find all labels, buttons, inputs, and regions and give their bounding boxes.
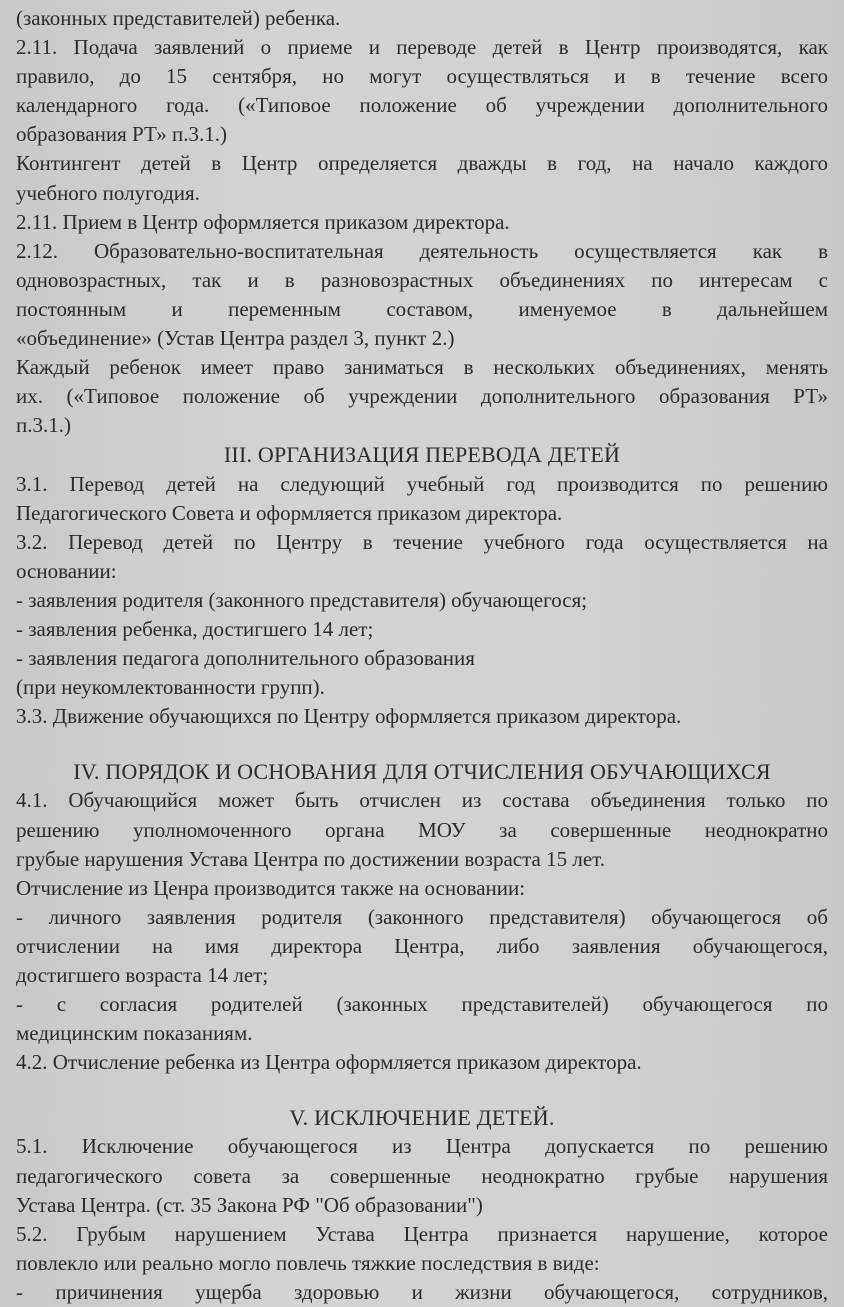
text-line: их. («Типовое положение об учреждении дополнительного образования РТ» (16, 384, 828, 409)
text-line: 5.1. Исключение обучающегося из Центра допускается по решению (16, 1134, 828, 1159)
text-line: 3.1. Перевод детей на следующий учебный год производится по решению (16, 471, 828, 496)
section-heading-3: III. ОРГАНИЗАЦИЯ ПЕРЕВОДА ДЕТЕЙ (223, 442, 621, 468)
text-block-intro (16, 4, 828, 440)
text-line: календарного года. («Типовое положение об учреждении дополнительного (16, 93, 828, 118)
text-line: педагогического совета за совершенные неоднократно грубые нарушения (16, 1163, 828, 1188)
text-line: учебного полугодия. (16, 180, 200, 205)
text-line: - личного заявления родителя (законного представителя) обучающегося об (16, 904, 828, 929)
section-heading-5: V. ИСКЛЮЧЕНИЕ ДЕТЕЙ. (289, 1105, 555, 1131)
text-line: 3.3. Движение обучающихся по Центру оформляется приказом директора. (16, 704, 682, 729)
text-line: решению уполномоченного органа МОУ за совершенные неоднократно (16, 817, 828, 842)
text-line: - заявления педагога дополнительного образования (16, 646, 475, 671)
text-line: 2.12. Образовательно-воспитательная деятельность осуществляется как в (16, 238, 828, 263)
text-line: «объединение» (Устав Центра раздел 3, пункт 2.) (16, 326, 455, 351)
text-line: одновозрастных, так и в разновозрастных объединениях по интересам с (16, 267, 828, 292)
text-line: п.3.1.) (16, 413, 71, 438)
text-line: - заявления ребенка, достигшего 14 лет; (16, 616, 374, 641)
text-line: правило, до 15 сентября, но могут осуществляться и в течение всего (16, 64, 828, 89)
text-line: (при неукомлектованности групп). (16, 675, 325, 700)
text-line: 2.11. Прием в Центр оформляется приказом директора. (16, 209, 510, 234)
text-line: 5.2. Грубым нарушением Устава Центра признается нарушение, которое (16, 1221, 828, 1246)
text-line: Каждый ребенок имеет право заниматься в нескольких объединениях, менять (16, 355, 828, 380)
text-line: - заявления родителя (законного представителя) обучающегося; (16, 587, 588, 612)
text-line: 2.11. Подача заявлений о приеме и переводе детей в Центр производятся, как (16, 35, 828, 60)
section-heading-4: IV. ПОРЯДОК И ОСНОВАНИЯ ДЛЯ ОТЧИСЛЕНИЯ ОБУЧАЮЩИХСЯ (73, 759, 771, 785)
text-block-section-3 (16, 470, 828, 732)
text-line: медицинским показаниям. (16, 1021, 253, 1046)
text-line: Педагогического Совета и оформляется приказом директора. (16, 500, 563, 525)
text-line: 4.1. Обучающийся может быть отчислен из состава объединения только по (16, 788, 828, 813)
text-line: (законных представителей) ребенка. (16, 6, 341, 30)
text-line: Контингент детей в Центр определяется дважды в год, на начало каждого (16, 151, 828, 176)
spacer (16, 1077, 828, 1103)
text-line: основании: (16, 558, 117, 583)
text-line: образования РТ» п.3.1.) (16, 122, 227, 147)
text-line: грубые нарушения Устава Центра по достижении возраста 15 лет. (16, 846, 606, 871)
text-line: Отчисление из Ценра производится также на основании: (16, 875, 526, 900)
text-block-section-5 (16, 1132, 828, 1307)
text-line: постоянным и переменным составом, именуемое в дальнейшем (16, 296, 828, 321)
text-line: 3.2. Перевод детей по Центру в течение учебного года осуществляется на (16, 529, 828, 554)
text-line: Устава Центра. (ст. 35 Закона РФ "Об образовании") (16, 1192, 483, 1217)
text-line: - с согласия родителей (законных представителей) обучающегося по (16, 992, 828, 1017)
text-line: отчислении на имя директора Центра, либо заявления обучающегося, (16, 933, 828, 958)
text-line: - причинения ущерба здоровью и жизни обучающегося, сотрудников, (16, 1279, 828, 1304)
text-line: повлекло или реально могло повлечь тяжкие последствия в виде: (16, 1250, 600, 1275)
text-block-section-4 (16, 786, 828, 1077)
spacer (16, 731, 828, 757)
text-line: достигшего возраста 14 лет; (16, 963, 269, 987)
text-line: 4.2. Отчисление ребенка из Центра оформляется приказом директора. (16, 1050, 642, 1075)
